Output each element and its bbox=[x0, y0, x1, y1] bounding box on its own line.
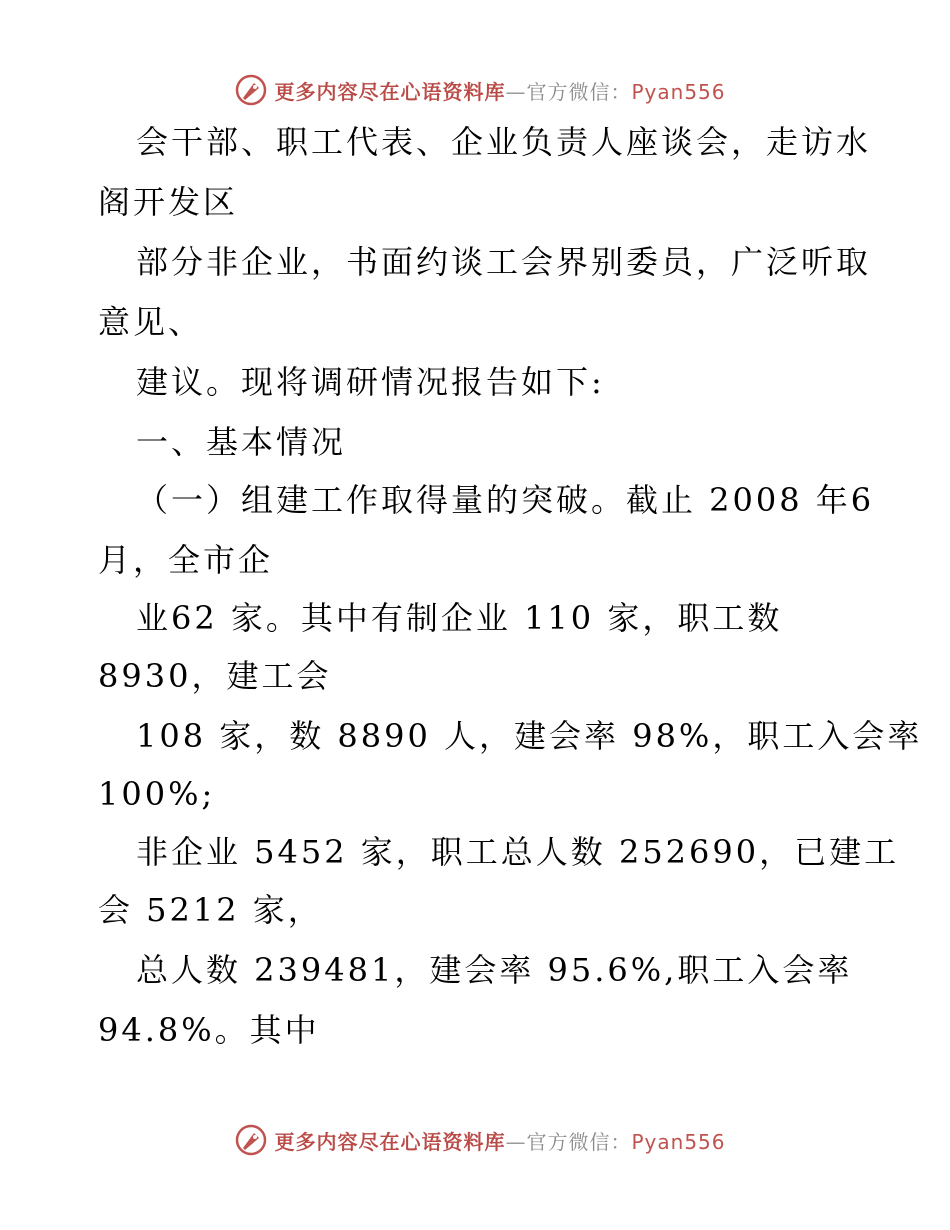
banner-sub-text: 官方微信： bbox=[526, 1129, 632, 1154]
paragraph-line: 94.8%。其中 bbox=[98, 1011, 320, 1049]
banner-main-text: 更多内容尽在心语资料库 bbox=[274, 1129, 506, 1154]
section-heading: 一、基本情况 bbox=[136, 423, 347, 461]
paragraph-line: 月，全市企 bbox=[98, 541, 274, 579]
banner-wechat-id: Pyan556 bbox=[631, 79, 726, 104]
header-banner bbox=[0, 70, 950, 110]
subsection-heading: （一）组建工作取得量的突破。截止 2008 年6 bbox=[136, 481, 875, 519]
paragraph-line: 非企业 5452 家，职工总人数 252690，已建工 bbox=[136, 833, 900, 871]
footer-banner-content bbox=[234, 1123, 725, 1157]
header-banner-content bbox=[234, 73, 725, 107]
paragraph-line: 业62 家。其中有制企业 110 家，职工数 bbox=[136, 599, 783, 637]
paragraph-line: 会干部、职工代表、企业负责人座谈会，走访水 bbox=[136, 123, 872, 161]
banner-separator: — bbox=[505, 79, 527, 104]
paragraph-line: 会 5212 家， bbox=[98, 891, 323, 929]
header-banner-text bbox=[274, 76, 725, 105]
footer-banner bbox=[0, 1120, 950, 1160]
paragraph-line: 108 家，数 8890 人，建会率 98%，职工入会率 bbox=[136, 717, 923, 755]
paragraph-line: 部分非企业，书面约谈工会界别委员，广泛听取 bbox=[136, 243, 872, 281]
banner-wechat-id: Pyan556 bbox=[631, 1129, 726, 1154]
paragraph-line: 100%; bbox=[98, 775, 216, 813]
banner-separator: — bbox=[505, 1129, 527, 1154]
paragraph-line: 阁开发区 bbox=[98, 183, 239, 221]
paragraph-line: 8930，建工会 bbox=[98, 657, 332, 695]
pen-nib-circle-icon bbox=[234, 1123, 268, 1157]
paragraph-line: 总人数 239481，建会率 95.6%,职工入会率 bbox=[136, 951, 853, 989]
footer-banner-text bbox=[274, 1126, 725, 1155]
paragraph-line: 建议。现将调研情况报告如下: bbox=[136, 363, 605, 401]
banner-main-text: 更多内容尽在心语资料库 bbox=[274, 79, 506, 104]
pen-nib-circle-icon bbox=[234, 73, 268, 107]
banner-sub-text: 官方微信： bbox=[526, 79, 632, 104]
paragraph-line: 意见、 bbox=[98, 303, 204, 341]
